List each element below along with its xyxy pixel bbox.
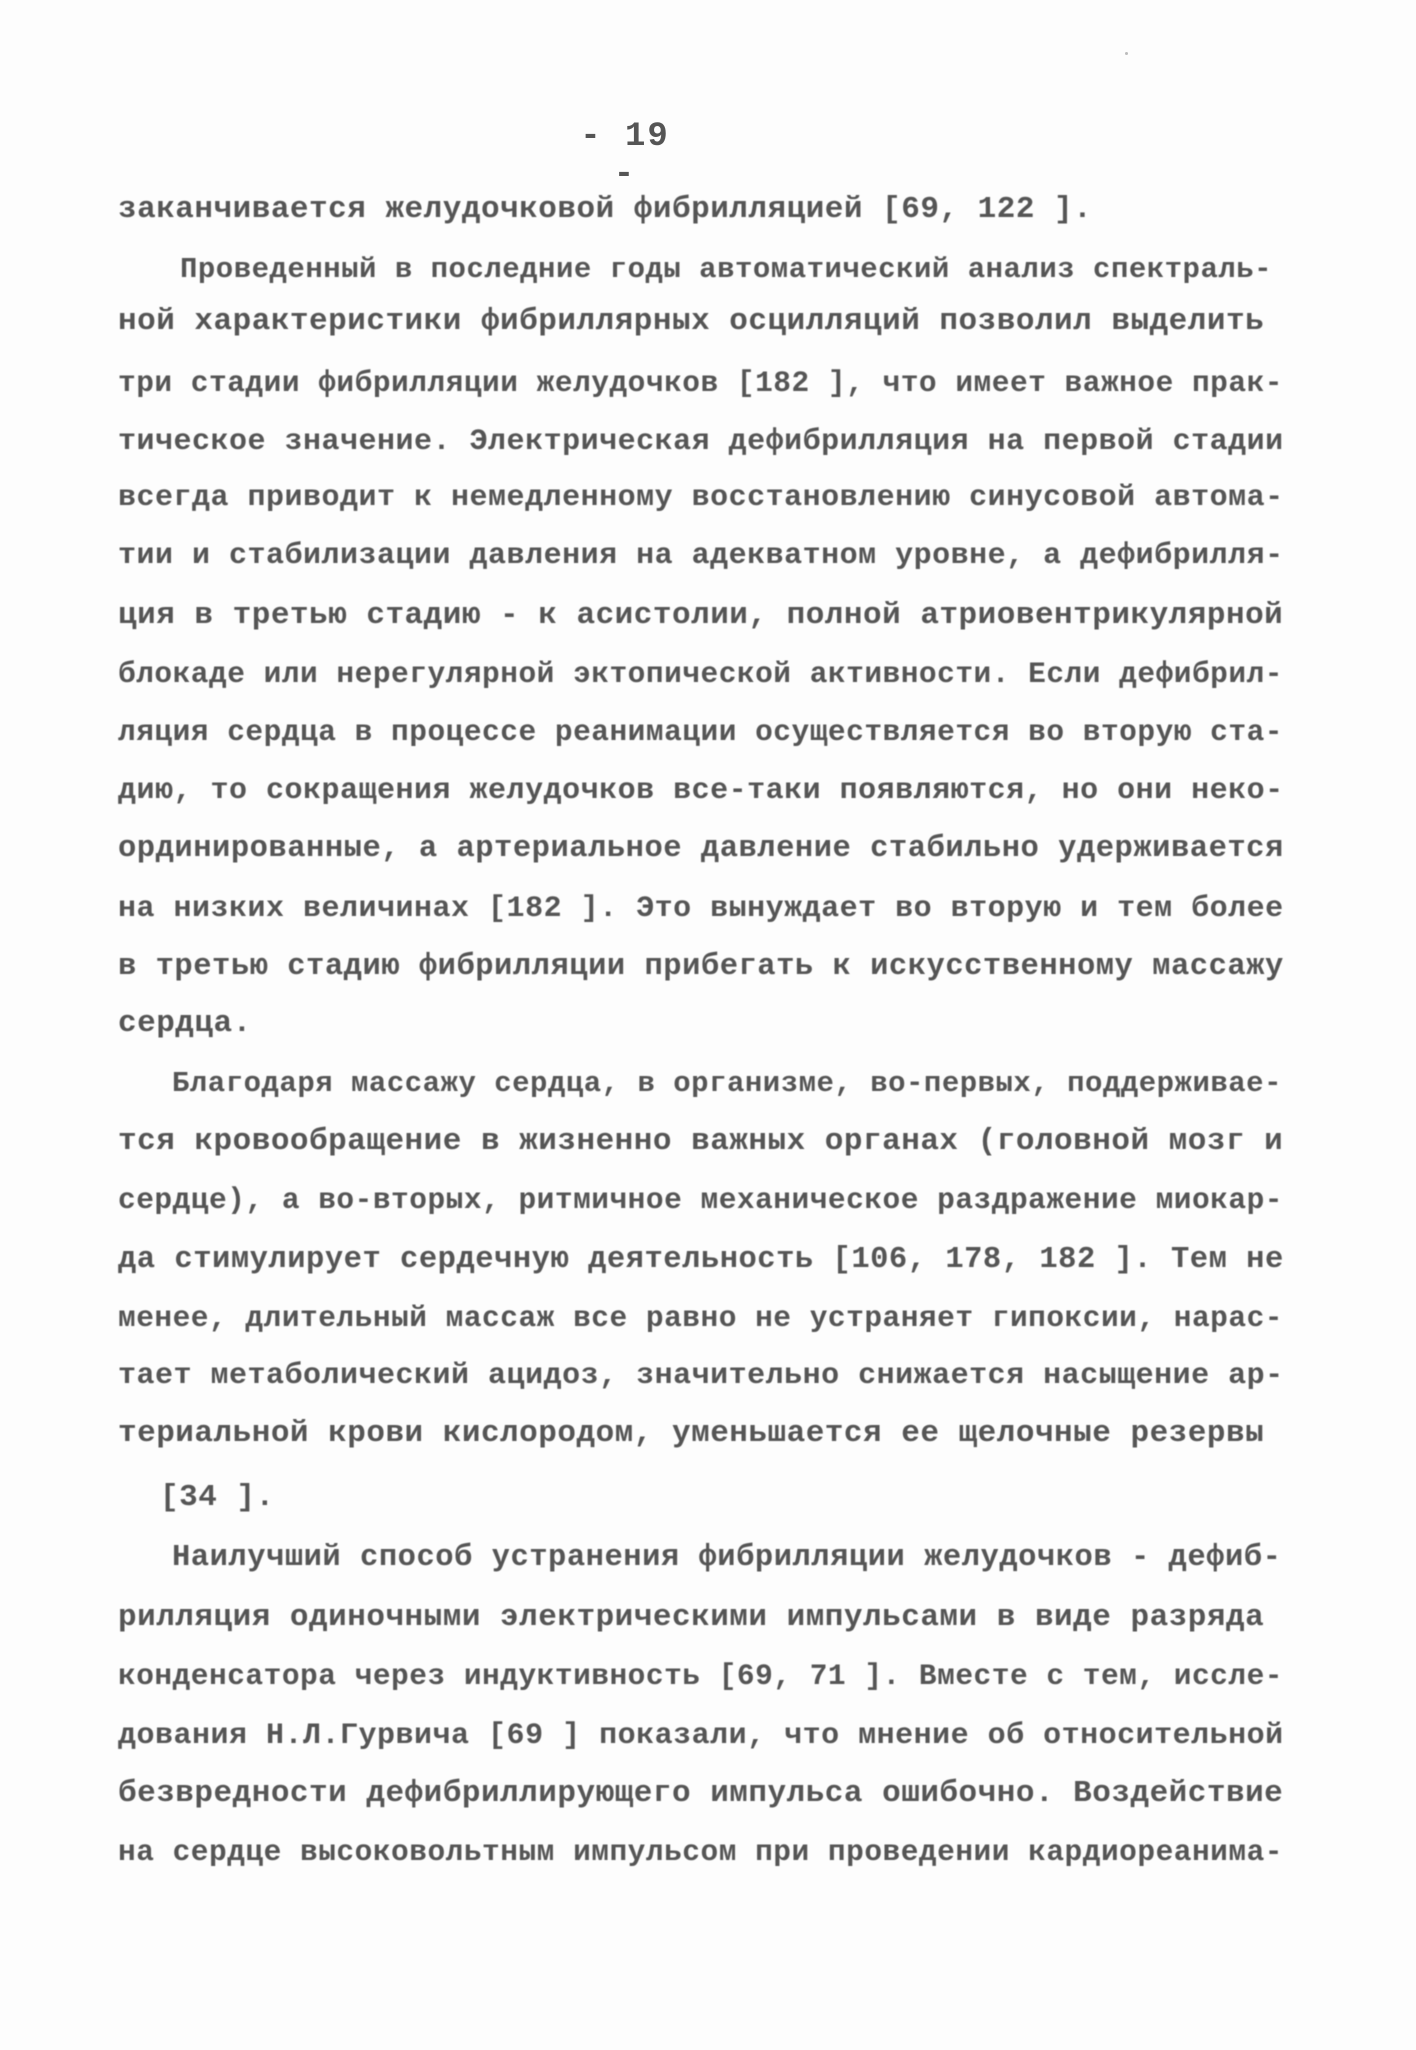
text-line-19: да стимулирует сердечную деятельность [106, 178, 182 ]. Тем не <box>118 1243 1284 1277</box>
text-line-6: всегда приводит к немедленному восстановлению синусовой автома- <box>118 481 1284 515</box>
text-line-22: териальной крови кислородом, уменьшается ее щелочные резервы <box>118 1416 1265 1451</box>
text-line-4: три стадии фибрилляции желудочков [182 ], что имеет важное прак- <box>118 366 1283 400</box>
scan-speck <box>1125 52 1128 55</box>
text-line-5: тическое значение. Электрическая дефибрилляция на первой стадии <box>118 425 1284 459</box>
text-line-21: тает метаболический ацидоз, значительно снижается насыщение ар- <box>118 1359 1284 1393</box>
text-line-3: ной характеристики фибриллярных осцилляций позволил выделить <box>118 304 1265 339</box>
text-line-24: Наилучший способ устранения фибрилляции желудочков - дефиб- <box>172 1541 1282 1575</box>
text-line-2: Проведенный в последние годы автоматический анализ спектраль- <box>180 253 1273 286</box>
page-number: - 19 - <box>580 118 670 194</box>
text-line-17: тся кровообращение в жизненно важных органах (головной мозг и <box>118 1124 1284 1159</box>
text-line-15: сердца. <box>118 1006 252 1041</box>
text-line-16: Благодаря массажу сердца, в организме, во-первых, поддерживае- <box>172 1067 1282 1100</box>
text-line-11: дию, то сокращения желудочков все-таки появляются, но они неко- <box>118 774 1284 808</box>
text-line-27: дования Н.Л.Гурвича [69 ] показали, что мнение об относительной <box>118 1719 1284 1753</box>
text-line-8: ция в третью стадию - к асистолии, полной атриовентрикулярной <box>118 598 1284 633</box>
text-line-13: на низких величинах [182 ]. Это вынуждает во вторую и тем более <box>118 892 1284 926</box>
text-line-26: конденсатора через индуктивность [69, 71 ]. Вместе с тем, иссле- <box>118 1659 1283 1693</box>
text-line-14: в третью стадию фибрилляции прибегать к искусственному массажу <box>118 950 1284 984</box>
text-line-1: заканчивается желудочковой фибрилляцией [69, 122 ]. <box>118 192 1093 227</box>
text-line-9: блокаде или нерегулярной эктопической активности. Если дефибрил- <box>118 657 1283 691</box>
text-line-18: сердце), а во-вторых, ритмичное механическое раздражение миокар- <box>118 1183 1283 1217</box>
text-line-7: тии и стабилизации давления на адекватном уровне, а дефибрилля- <box>118 539 1284 573</box>
text-line-25: рилляция одиночными электрическими импульсами в виде разряда <box>118 1600 1265 1635</box>
text-line-12: ординированные, а артериальное давление стабильно удерживается <box>118 832 1284 866</box>
text-line-29: на сердце высоковольтным импульсом при проведении кардиореанима- <box>118 1835 1283 1869</box>
text-line-23: [34 ]. <box>160 1480 275 1515</box>
text-line-10: ляция сердца в процессе реанимации осуществляется во вторую ста- <box>118 715 1283 749</box>
text-line-20: менее, длительный массаж все равно не устраняет гипоксии, нарас- <box>118 1301 1283 1335</box>
text-line-28: безвредности дефибриллирующего импульса ошибочно. Воздействие <box>118 1776 1284 1811</box>
